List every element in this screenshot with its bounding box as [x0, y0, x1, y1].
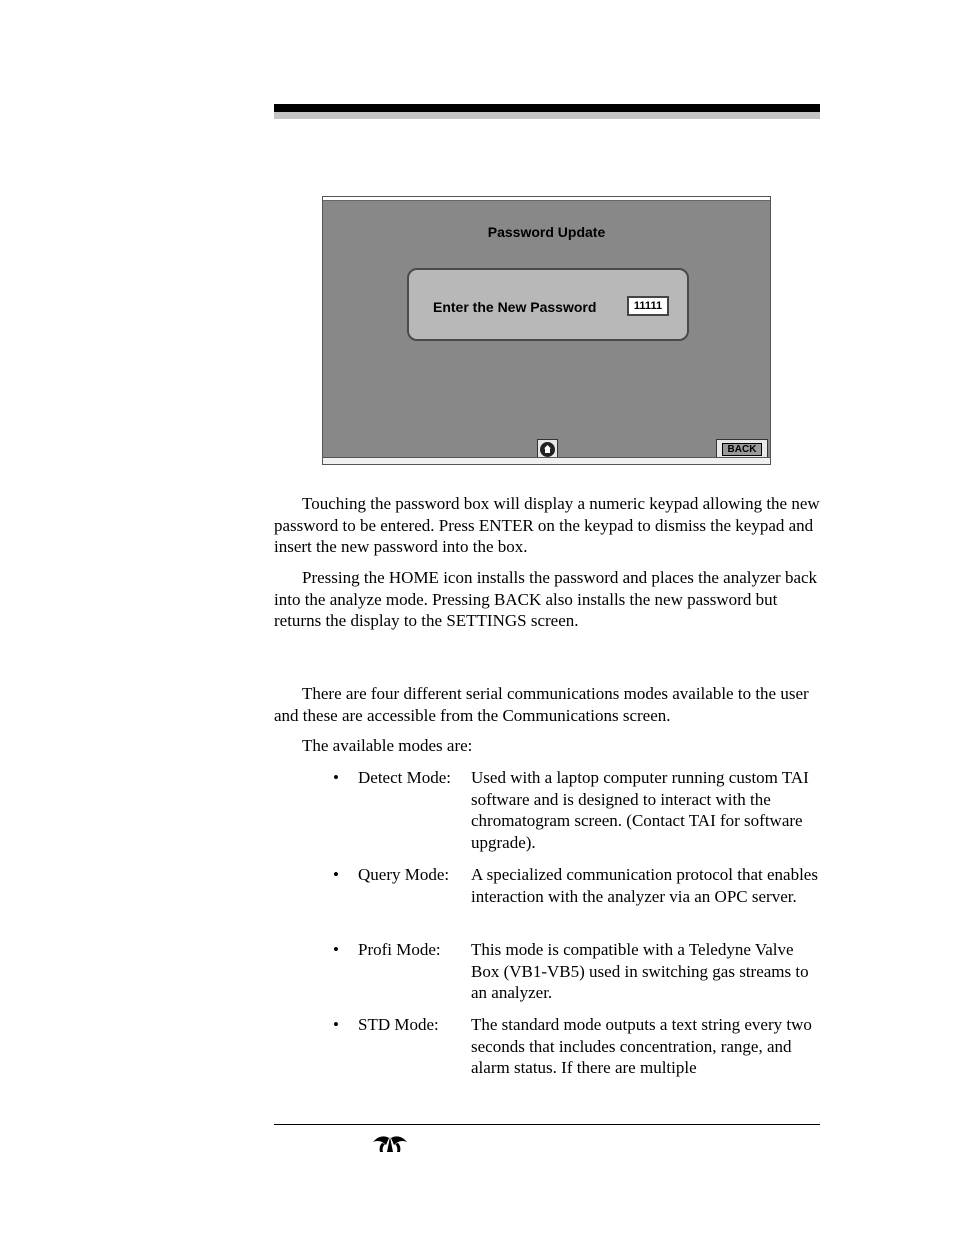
- mode-term: Detect Mode:: [358, 768, 451, 787]
- password-input[interactable]: 11111: [627, 296, 669, 316]
- screen-bottom-border: [323, 457, 770, 464]
- mode-description: Used with a laptop computer running custom TAI software and is designed to interact with the chromatogram screen. (Contact TAI for software upgrade).: [471, 768, 809, 852]
- paragraph-keypad: Touching the password box will display a numeric keypad allowing the new password to be entered. Press ENTER on the keypad to dismiss the keypad and insert the new password into the box.: [274, 494, 820, 556]
- mode-description: The standard mode outputs a text string every two seconds that includes concentration, range, and alarm status. If there are multiple: [471, 1015, 812, 1077]
- mode-term: Profi Mode:: [358, 940, 441, 959]
- bullet-icon: •: [333, 1015, 339, 1034]
- mode-description: This mode is compatible with a Teledyne Valve Box (VB1-VB5) used in switching gas streams to an analyzer.: [471, 940, 809, 1002]
- footer-rule: [274, 1124, 820, 1125]
- bullet-icon: •: [333, 940, 339, 959]
- new-password-label: Enter the New Password: [433, 299, 597, 315]
- paragraph-available-modes: The available modes are:: [302, 736, 473, 755]
- paragraph-home-back: Pressing the HOME icon installs the password and places the analyzer back into the analyze mode. Pressing BACK also installs the new password but returns the display to the SETTINGS screen.: [274, 568, 818, 630]
- password-update-screenshot: [322, 196, 771, 465]
- screen-title: Password Update: [487, 224, 606, 240]
- mode-description: A specialized communication protocol that enables interaction with the analyzer via an OPC server.: [471, 865, 818, 906]
- teledyne-logo-icon: [372, 1133, 408, 1153]
- home-icon: [540, 442, 555, 457]
- screen-top-border: [323, 197, 770, 201]
- mode-term: Query Mode:: [358, 865, 450, 884]
- header-rule-shadow: [274, 112, 820, 119]
- back-button-label: BACK: [722, 443, 762, 456]
- header-rule: [274, 104, 820, 112]
- bullet-icon: •: [333, 768, 339, 787]
- password-panel: [407, 268, 689, 341]
- mode-term: STD Mode:: [358, 1015, 439, 1034]
- paragraph-serial-modes: There are four different serial communications modes available to the user and these are accessible from the Communications screen.: [274, 684, 809, 725]
- bullet-icon: •: [333, 865, 339, 884]
